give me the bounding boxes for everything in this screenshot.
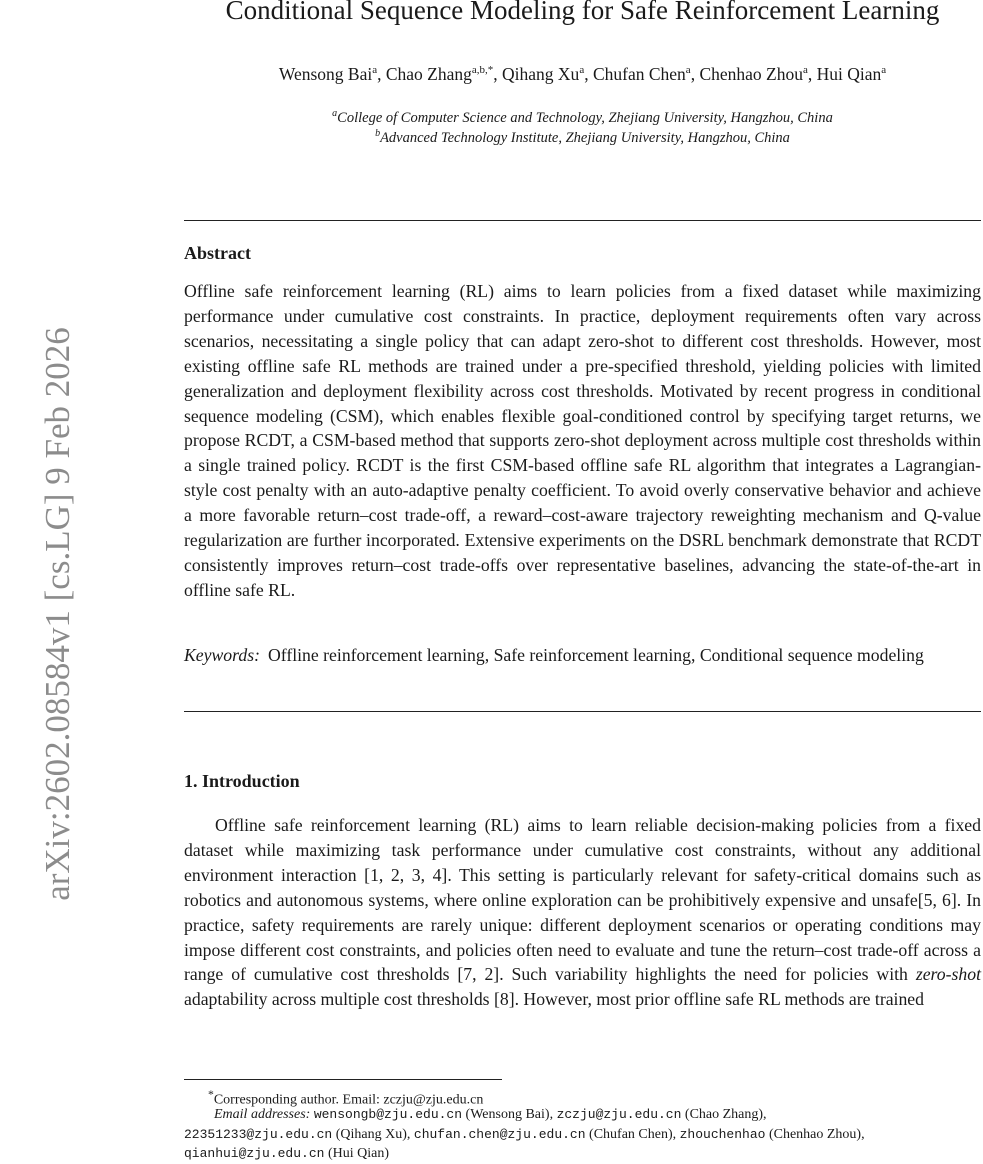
author-list: Wensong Bai$^a$, Chao Zhang$^{a,b,*}$, Qihang Xu$^a$, Chufan Chen$^a$, Chenhao Zhou$^a$, Hui Qian$^a$ bbox=[278, 64, 887, 84]
keywords-label: Keywords: bbox=[184, 645, 260, 665]
author: Wensong Bai$^a$ bbox=[278, 64, 378, 84]
author: Chufan Chen$^a$ bbox=[592, 64, 691, 84]
section-heading: 1. Introduction bbox=[184, 771, 300, 791]
introduction-text: Offline safe reinforcement learning (RL) aims to learn reliable decision-making policies from a fixed dataset while maximizing task performance under cumulative cost constraints, without any additional environment interaction [1, 2, 3, 4]. This setting is particularly relevant for safety-critical domains such as robotics and autonomous systems, where online exploration can be prohibitively expensive and unsafe[5, 6]. In practice, safety requirements are rarely unique: different deployment scenarios or operating conditions may impose different cost constraints, and policies often need to evaluate and tune the return–cost trade-off across a range of cumulative cost thresholds [7, 2]. Such variability highlights the need for policies with zero-shot adaptability across multiple cost thresholds [8]. However, most prior offline safe RL methods are trained bbox=[184, 815, 981, 1010]
author: Hui Qian$^a$ bbox=[816, 64, 887, 84]
author: Chao Zhang$^{a,b,*}$ bbox=[385, 64, 494, 84]
author: Qihang Xu$^a$ bbox=[502, 64, 585, 84]
footnote-emails: Email addresses: wensongb@zju.edu.cn (Wensong Bai), zczju@zju.edu.cn (Chao Zhang), 22351233@zju.edu.cn (Qihang Xu), chufan.chen@zju.edu.cn (Chufan Chen), zhouchenhao (Chenhao Zhou), qianhui@zju.edu.cn (Hui Qian) bbox=[184, 1107, 865, 1161]
abstract-heading: Abstract bbox=[184, 243, 251, 263]
paper-title: Conditional Sequence Modeling for Safe Reinforcement Learning bbox=[225, 0, 940, 25]
keywords-text: Offline reinforcement learning, Safe reinforcement learning, Conditional sequence modeling bbox=[267, 645, 924, 665]
divider bbox=[184, 220, 981, 221]
footnote-divider bbox=[184, 1079, 502, 1080]
arxiv-identifier: arXiv:2602.08584v1 [cs.LG] 9 Feb 2026 bbox=[38, 327, 77, 901]
arxiv-side-label bbox=[0, 0, 77, 1163]
affiliation: $^a$College of Computer Science and Technology, Zhejiang University, Hangzhou, China bbox=[332, 108, 833, 126]
affiliation: $^b$Advanced Technology Institute, Zhejiang University, Hangzhou, China bbox=[375, 128, 790, 146]
keywords bbox=[184, 643, 981, 668]
abstract-text: Offline safe reinforcement learning (RL) aims to learn policies from a fixed dataset while maximizing performance under cumulative cost constraints. In practice, deployment requirements often vary across scenarios, necessitating a single policy that can adapt zero-shot to different cost thresholds. However, most existing offline safe RL methods are trained under a pre-specified threshold, yielding policies with limited generalization and deployment flexibility across cost thresholds. Motivated by recent progress in conditional sequence modeling (CSM), which enables flexible goal-conditioned control by specifying target returns, we propose RCDT, a CSM-based method that supports zero-shot deployment across multiple cost thresholds within a single trained policy. RCDT is the first CSM-based offline safe RL algorithm that integrates a Lagrangian-style cost penalty with an auto-adaptive penalty coefficient. To avoid overly conservative behavior and achieve a more favorable return–cost trade-off, a reward–cost-aware trajectory reweighting mechanism and Q-value regularization are further incorporated. Extensive experiments on the DSRL benchmark demonstrate that RCDT consistently improves return–cost trade-offs over representative baselines, advancing the state-of-the-art in offline safe RL. bbox=[184, 281, 981, 600]
divider bbox=[184, 711, 981, 712]
footnote-corresponding: *Corresponding author. Email: zczju@zju.edu.cn bbox=[208, 1088, 484, 1108]
author: Chenhao Zhou$^a$ bbox=[699, 64, 808, 84]
